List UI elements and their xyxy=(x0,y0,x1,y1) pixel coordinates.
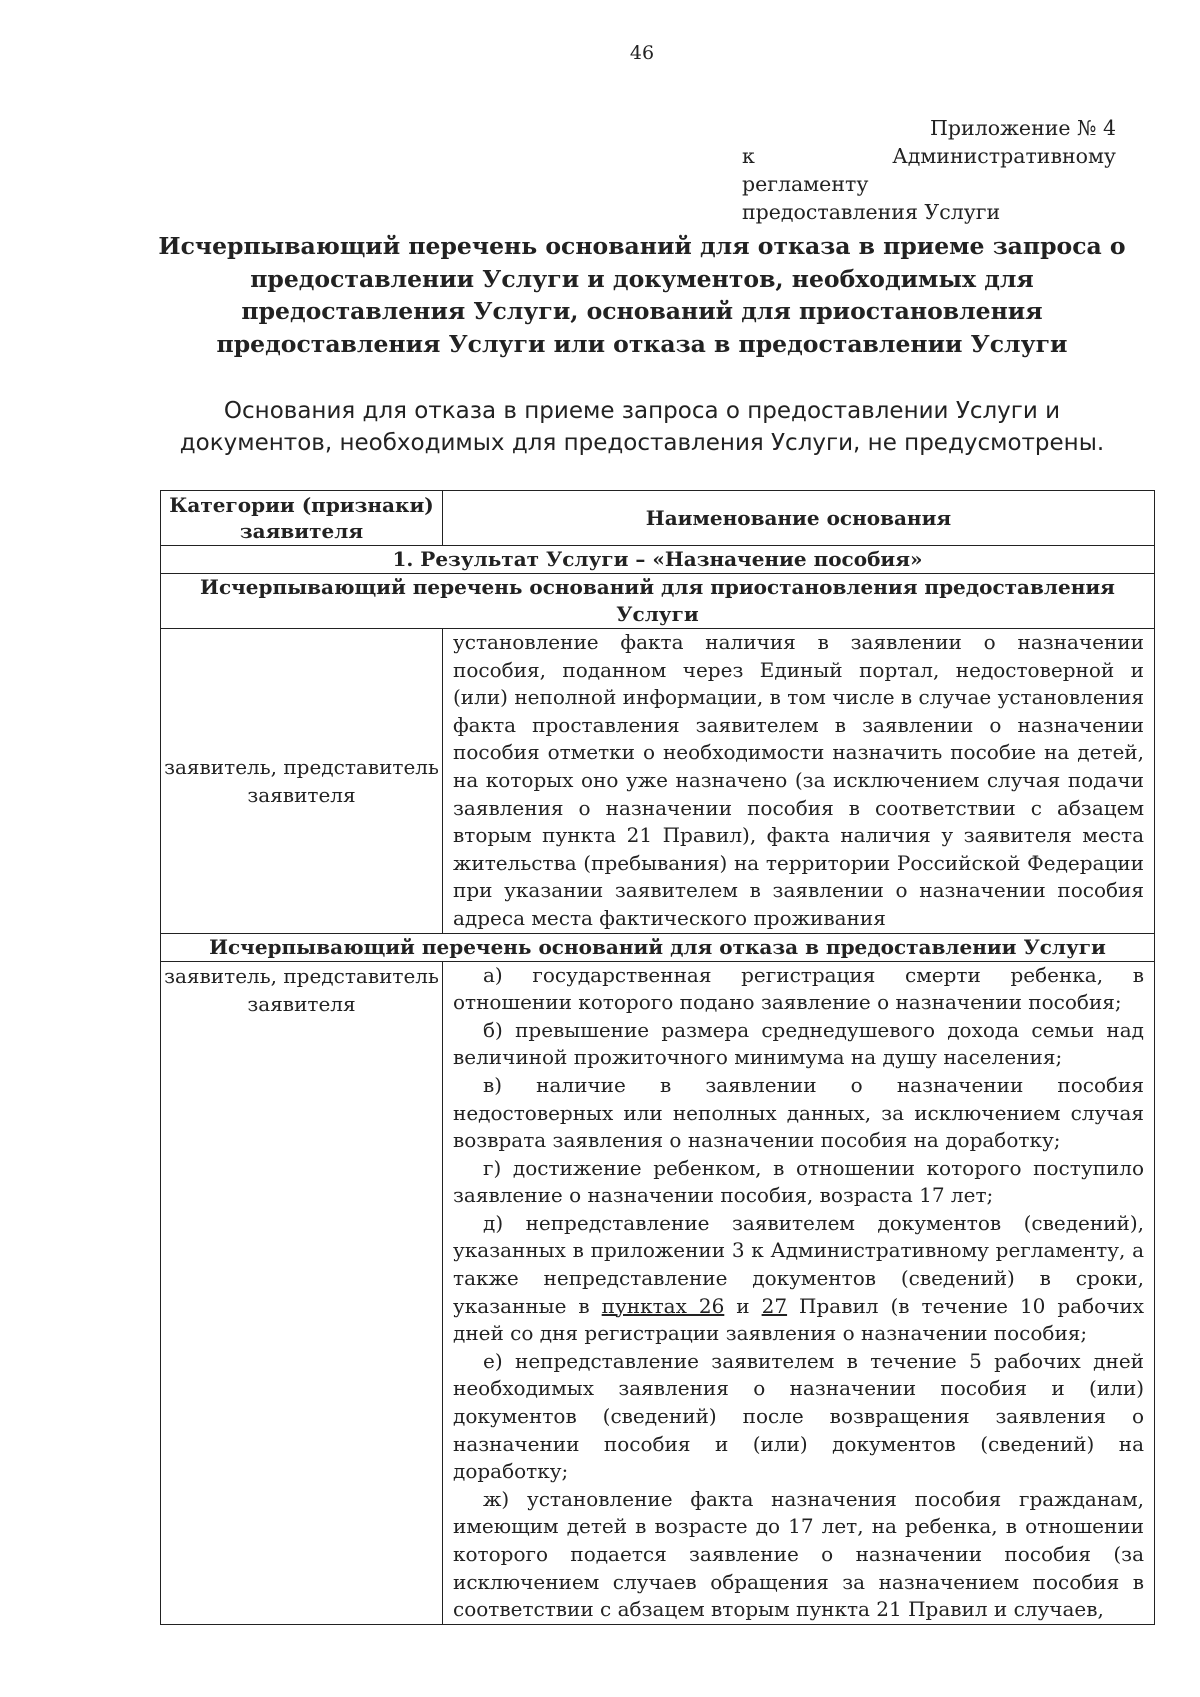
section-heading-suspend: Исчерпывающий перечень оснований для приостановления предоставления Услуги xyxy=(161,574,1155,629)
ground-cell xyxy=(443,961,1155,1624)
table-row xyxy=(161,629,1155,934)
refusal-item-e: е) непредставление заявителем в течение 5 рабочих дней необходимых заявления о назначении пособия и (или) документов (сведений) после возвращения заявления о назначении пособия и (или) документов (сведений) на доработку; xyxy=(453,1348,1144,1484)
appendix-note xyxy=(742,114,1116,226)
grounds-table xyxy=(160,490,1155,1625)
refusal-item-v: в) наличие в заявлении о назначении пособия недостоверных или неполных данных, за исключением случая возврата заявления о назначении пособия на доработку; xyxy=(453,1072,1144,1153)
refusal-item-b: б) превышение размера среднедушевого дохода семьи над величиной прожиточного минимума на душу населения; xyxy=(453,1017,1144,1070)
refusal-item-d-text: д) непредставление заявителем документов (сведений), указанных в приложении 3 к Административному регламенту, а также непредставление документов (сведений) в сроки, указанные в xyxy=(453,1210,1144,1318)
refusal-item-d xyxy=(453,1210,1144,1348)
appendix-number: Приложение № 4 xyxy=(930,116,1116,140)
refusal-item-d-text-cont: Правил (в течение 10 рабочих дней со дня регистрации заявления о назначении пособия; xyxy=(453,1293,1145,1346)
table-header-row xyxy=(161,491,1155,546)
column-header-ground: Наименование основания xyxy=(443,491,1155,546)
rules-paragraph-27-link[interactable]: 27 xyxy=(761,1293,788,1318)
section-row-suspend xyxy=(161,574,1155,629)
section-heading-refuse: Исчерпывающий перечень оснований для отказа в предоставлении Услуги xyxy=(161,933,1155,961)
conjunction-text: и xyxy=(736,1293,750,1318)
appendix-reference-cont: предоставления Услуги xyxy=(742,200,1001,224)
category-cell: заявитель, представитель заявителя xyxy=(161,961,443,1624)
page-number: 46 xyxy=(629,42,655,64)
document-title: Исчерпывающий перечень оснований для отказа в приеме запроса о предоставлении Услуги и документов, необходимых для предоставления Услуги, оснований для приостановления предоставления Услуги или отказа в предоставлении Услуги xyxy=(158,232,1126,358)
document-subtitle: Основания для отказа в приеме запроса о предоставлении Услуги и документов, необходимых для предоставления Услуги, не предусмотрены. xyxy=(179,398,1105,456)
refusal-item-a: а) государственная регистрация смерти ребенка, в отношении которого подано заявление о назначении пособия; xyxy=(453,962,1144,1015)
appendix-reference: к Административному регламенту xyxy=(742,144,1116,196)
section-row-refuse xyxy=(161,933,1155,961)
category-cell: заявитель, представитель заявителя xyxy=(161,629,443,934)
section-heading-result: 1. Результат Услуги – «Назначение пособия» xyxy=(161,546,1155,574)
table-row xyxy=(161,961,1155,1624)
ground-cell: установление факта наличия в заявлении о назначении пособия, поданном через Единый портал, недостоверной и (или) неполной информации, в том числе в случае установления факта проставления заявителем в заявлении о назначении пособия отметки о необходимости назначить пособие на детей, на которых оно уже назначено (за исключением случая подачи заявления о назначении пособия в соответствии с абзацем вторым пункта 21 Правил), факта наличия у заявителя места жительства (пребывания) на территории Российской Федерации при указании заявителем в заявлении о назначении пособия адреса места фактического проживания xyxy=(443,629,1155,934)
column-header-category: Категории (признаки) заявителя xyxy=(161,491,443,546)
refusal-item-g: г) достижение ребенком, в отношении которого поступило заявление о назначении пособия, возраста 17 лет; xyxy=(453,1155,1144,1208)
refusal-item-zh: ж) установление факта назначения пособия гражданам, имеющим детей в возрасте до 17 лет, на ребенка, в отношении которого подается заявление о назначении пособия (за исключением случаев обращения за назначением пособия в соответствии с абзацем вторым пункта 21 Правил и случаев, xyxy=(453,1486,1144,1622)
section-row-result xyxy=(161,546,1155,574)
rules-paragraph-26-link[interactable]: пунктах 26 xyxy=(601,1293,725,1318)
